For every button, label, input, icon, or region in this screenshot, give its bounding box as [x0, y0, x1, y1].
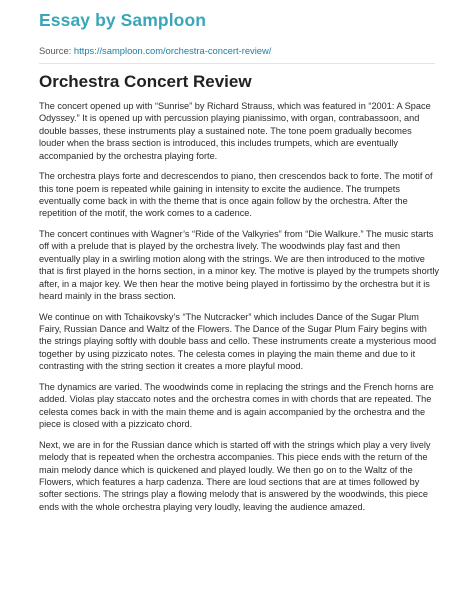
source-link[interactable]: https://samploon.com/orchestra-concert-review/ [73, 45, 272, 56]
essay-paragraph-6: Next, we are in for the Russian dance which is started off with the strings which play a very lively melody that is repeated when the orchestra accompanies. This piece ends with the return of the main melody dance which is quickened and played loudly. We then go on to the Waltz of the Flowers, which features a harp cadenza. There are loud sections that are at times followed by softer sections. The strings play a flowing melody that is answered by the woodwinds, this piece ends with the whole orchestra playing very loudly, leaving the audience amazed. [39, 439, 431, 512]
brand-title: Essay by Samploon [39, 10, 207, 30]
essay-paragraph-2: The orchestra plays forte and decrescendos to piano, then crescendos back to forte. The motif of this tone poem is repeated while gaining in intensity to excite the audience. The trumpets eventually come back in with the theme that is once again follow by the orchestra. After the repetition of the motif, the work comes to a cadence. [39, 171, 433, 219]
header-divider [39, 63, 435, 64]
essay-paragraph-1: The concert opened up with “Sunrise” by Richard Strauss, which was featured in “2001: A Space Odyssey.” It is opened up with percussion playing pianissimo, with organ, contrabassoon, and double basses, these instruments play a sustained note. The tone poem gradually becomes louder when the brass section is introduced, this includes trumpets, which are eventually accompanied by the orchestra playing forte. [39, 101, 431, 161]
essay-body [39, 100, 439, 521]
page-title: Orchestra Concert Review [39, 72, 252, 91]
essay-paragraph-3: The concert continues with Wagner’s “Ride of the Valkyries” from “Die Walkure.” The music starts off with a prelude that is played by the orchestra lively. The woodwinds play fast and then eventually play in a swirling motion along with the strings. We are then introduced to the motive that is first played in the horns section, in a minor key. The motive is played by the trumpets shortly after, in a major key. We then hear the motive being played in fortissimo by the orchestra but it is heard mainly in the brass section. [39, 229, 440, 302]
source-line [39, 45, 271, 56]
essay-paragraph-5: The dynamics are varied. The woodwinds come in replacing the strings and the French horns are added. Violas play staccato notes and the orchestra comes in with chords that are repeated. The celesta comes back in with the main theme and is again accompanied by the orchestra and the piece is closed with a pizzicato chord. [39, 381, 434, 430]
source-label: Source: [39, 45, 74, 56]
essay-paragraph-4: We continue on with Tchaikovsky’s “The Nutcracker” which includes Dance of the Sugar Plum Fairy, Russian Dance and Waltz of the Flowers. The Dance of the Sugar Plum Fairy begins with the strings playing softly with double bass and cello. These instruments create a mysterious mood together by using pizzicato notes. The celesta comes in playing the main theme and due to it contrasting with the string section it creates a more playful mood. [39, 311, 437, 372]
